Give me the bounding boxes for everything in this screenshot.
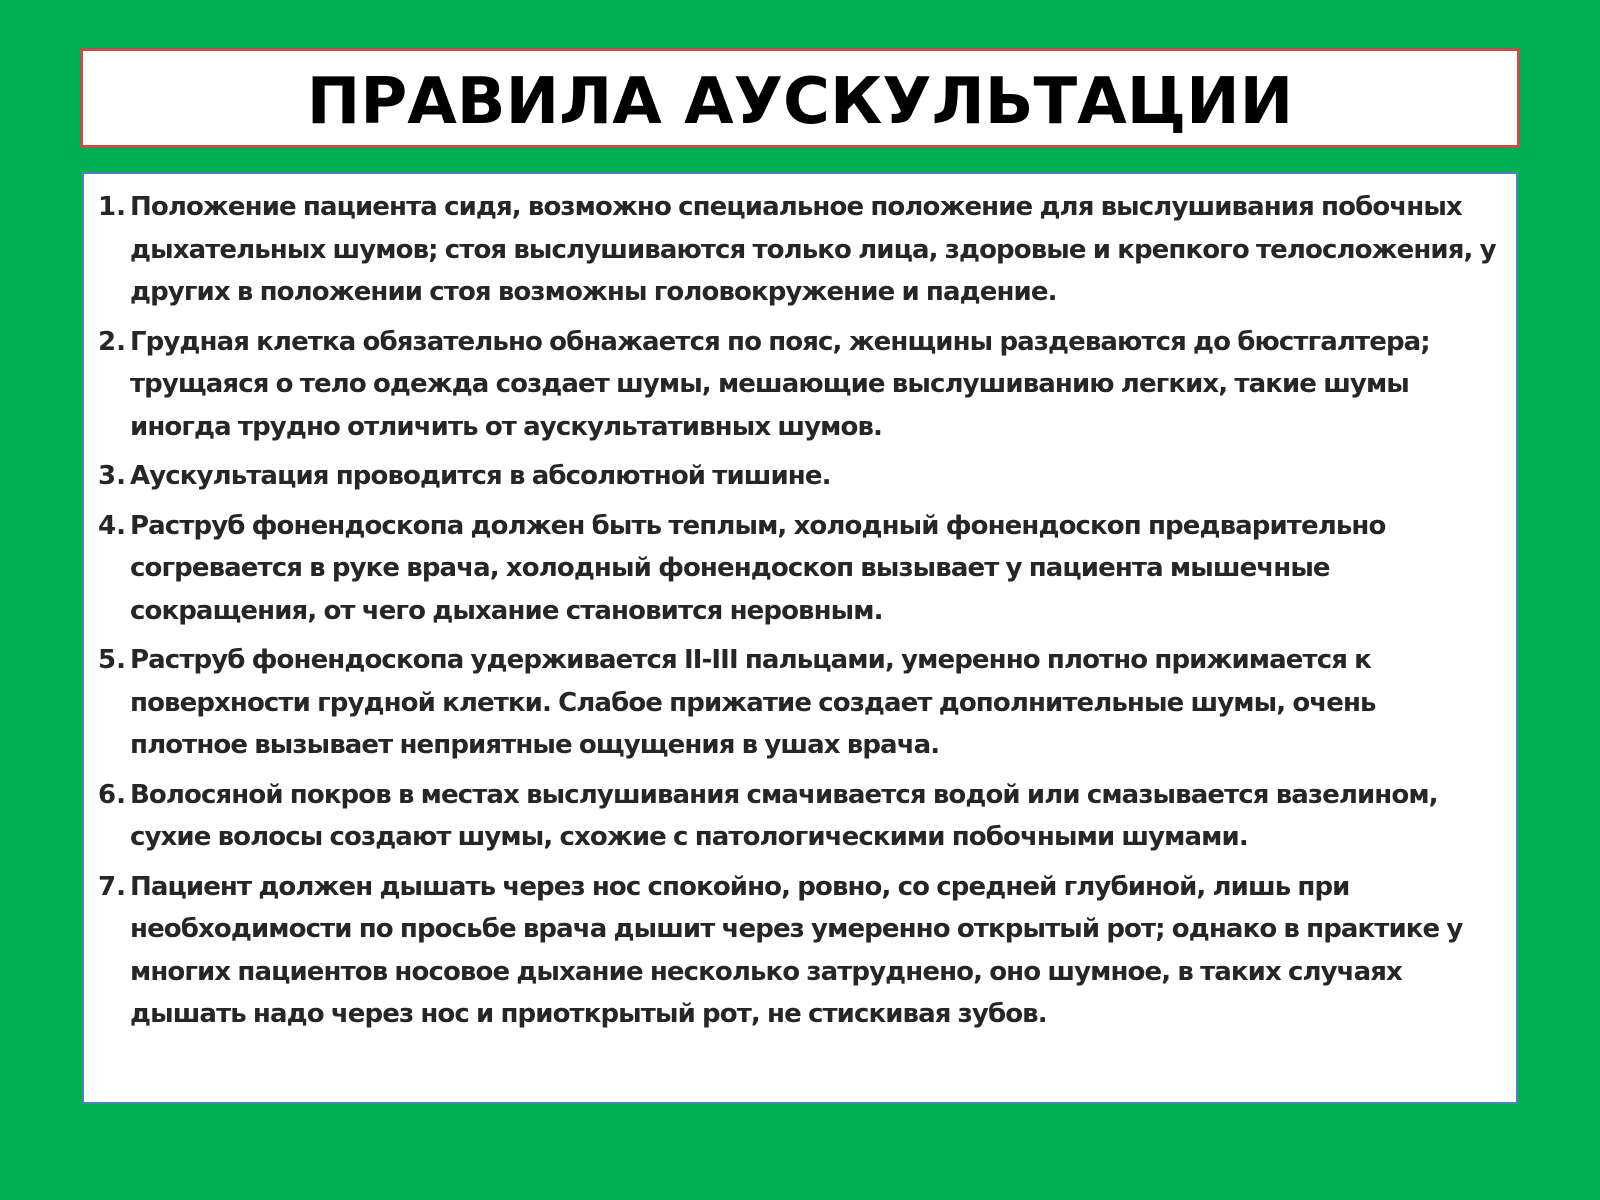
rule-text: Грудная клетка обязательно обнажается по пояс, женщины раздеваются до бюстгалтера; трущаяся о тело одежда создает шумы, мешающие выслушиванию легких, такие шумы иногда трудно отличить от аускультативных шумов. — [130, 326, 1430, 442]
slide-title: ПРАВИЛА АУСКУЛЬТАЦИИ — [306, 65, 1294, 139]
rule-number: 6. — [98, 779, 126, 810]
rule-text: Раструб фонендоскопа должен быть теплым, холодный фонендоскоп предварительно согревается в руке врача, холодный фонендоскоп вызывает у пациента мышечные сокращения, от чего дыхание становится неровным. — [130, 510, 1386, 626]
rule-number: 7. — [98, 871, 126, 902]
rule-item-6 — [98, 774, 1496, 859]
rule-text: Положение пациента сидя, возможно специальное положение для выслушивания побочных дыхательных шумов; стоя выслушиваются только лица, здоровые и крепкого телосложения, у других в положении стоя возможны головокружение и падение. — [130, 192, 1496, 307]
rule-number: 1. — [98, 192, 126, 222]
rule-item-2 — [98, 321, 1496, 449]
rule-item-4 — [98, 505, 1496, 633]
rule-item-1 — [98, 186, 1496, 314]
rule-number: 2. — [98, 326, 126, 357]
rule-number: 4. — [98, 510, 126, 541]
rule-number: 3. — [98, 461, 126, 491]
rule-item-5 — [98, 639, 1496, 767]
rule-text: Пациент должен дышать через нос спокойно, ровно, со средней глубиной, лишь при необходимости по просьбе врача дышит через умеренно открытый рот; однако в практике у многих пациентов носовое дыхание несколько затруднено, оно шумное, в таких случаях дышать надо через нос и приоткрытый рот, не стискивая зубов. — [130, 871, 1463, 1029]
rule-item-7 — [98, 866, 1496, 1036]
title-box — [80, 48, 1520, 148]
rule-text: Волосяной покров в местах выслушивания смачивается водой или смазывается вазелином, сухие волосы создают шумы, схожие с патологическими побочными шумами. — [130, 779, 1438, 852]
rule-text: Раструб фонендоскопа удерживается II-III пальцами, умеренно плотно прижимается к поверхности грудной клетки. Слабое прижатие создает дополнительные шумы, очень плотное вызывает неприятные ощущения в ушах врача. — [130, 645, 1376, 760]
rule-item-3 — [98, 455, 1496, 498]
rule-number: 5. — [98, 645, 126, 675]
rule-text: Аускультация проводится в абсолютной тишине. — [130, 461, 831, 491]
rules-panel — [82, 172, 1518, 1104]
rules-list — [98, 186, 1496, 1036]
